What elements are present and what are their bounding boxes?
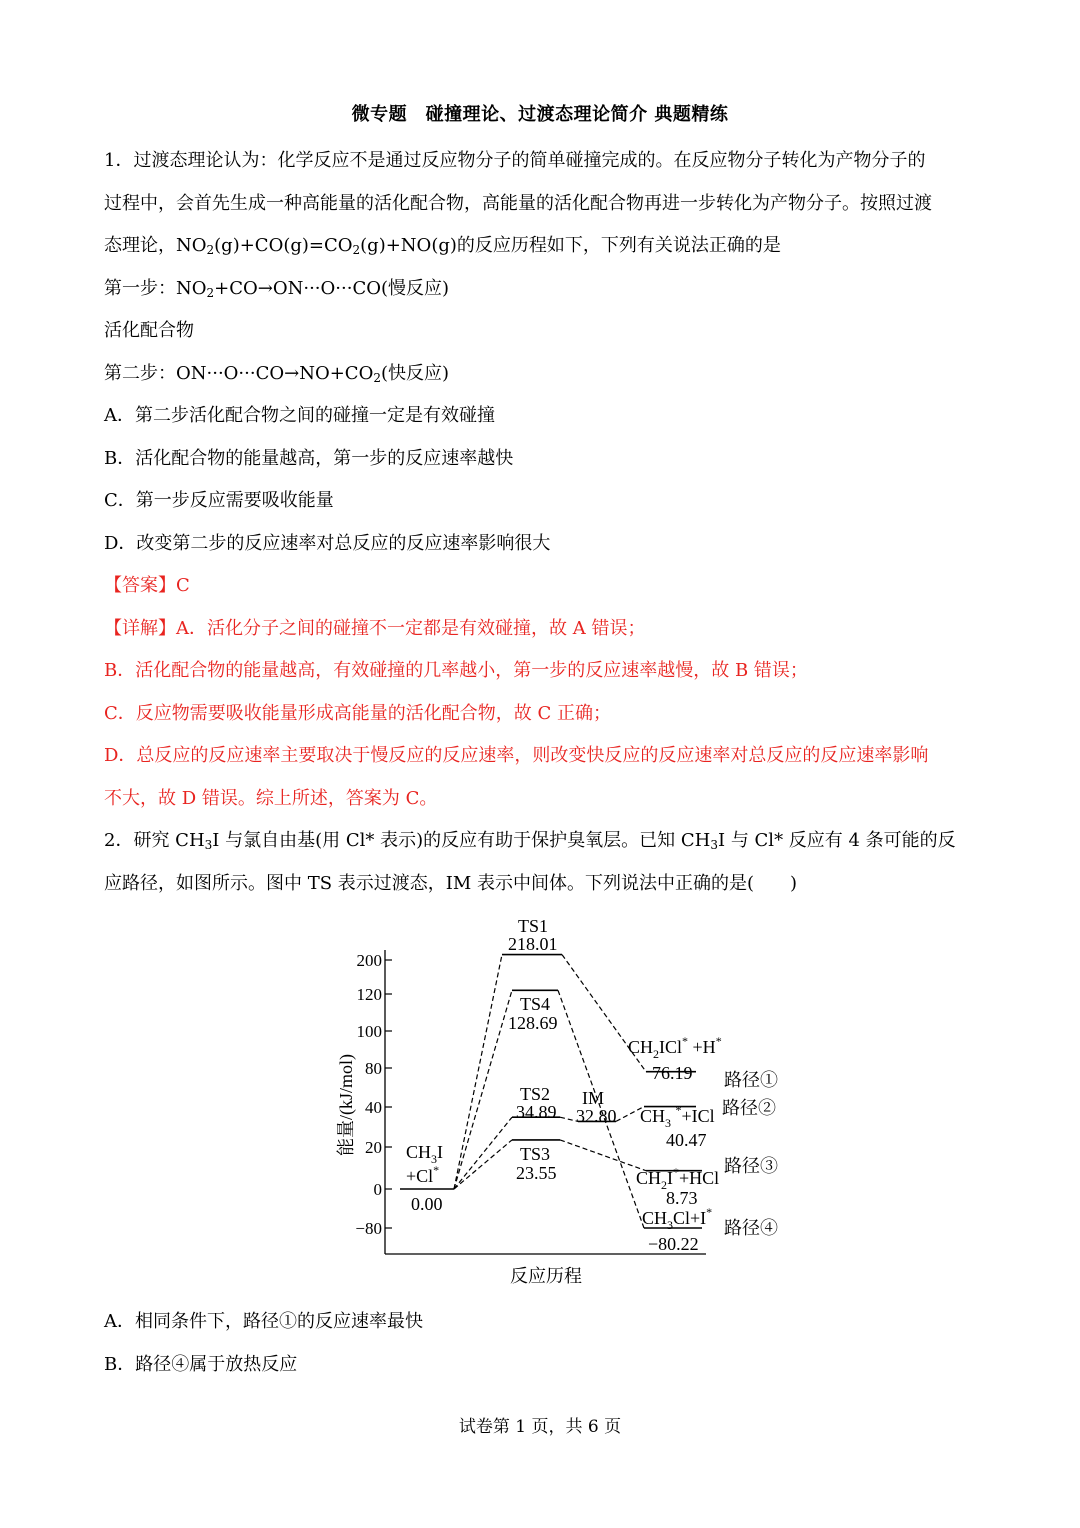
path4-product-energy-label: −80.22	[648, 1234, 699, 1254]
q1-stem-line-3: 态理论，$NO_2(g)+CO(g)=CO_2(g)+NO(g)$的反应历程如下，下列有关说法正确的是	[104, 235, 781, 257]
path3-product-energy-label: 8.73	[666, 1188, 698, 1208]
y-tick-label: 120	[356, 985, 382, 1004]
q1-option-b: B．活化配合物的能量越高，第一步的反应速率越快	[104, 448, 514, 469]
reactant-label-2: +Cl*	[406, 1163, 440, 1186]
y-tick-label: 20	[365, 1138, 382, 1157]
ts2-name: TS2	[520, 1084, 551, 1104]
page-title: 微专题 碰撞理论、过渡态理论简介 典题精练	[351, 104, 729, 125]
y-tick-label: 0	[373, 1180, 382, 1199]
q1-stem-line-1: 1．过渡态理论认为：化学反应不是通过反应物分子的简单碰撞完成的。在反应物分子转化为产物分子的	[104, 150, 926, 171]
q1-step-1: 第一步：$NO_2+CO\to ON\cdot\cdot\cdot O\cdot\cdot\cdot CO$(慢反应)	[104, 278, 450, 300]
path2-rise	[454, 1117, 512, 1189]
q1-option-d: D．改变第二步的反应速率对总反应的反应速率影响很大	[104, 533, 551, 554]
q1-explanation-1: 【详解】A．活化分子之间的碰撞不一定都是有效碰撞，故 A 错误；	[104, 618, 646, 639]
q1-explanation-5: 不大，故 D 错误。综上所述，答案为 C。	[104, 788, 438, 809]
x-axis-label: 反应历程	[510, 1266, 582, 1286]
q2-option-b: B．路径④属于放热反应	[104, 1354, 298, 1375]
page-footer: 试卷第 1 页，共 6 页	[458, 1417, 622, 1437]
path2-product-energy-label: 40.47	[666, 1130, 707, 1150]
q1-explanation-3: C．反应物需要吸收能量形成高能量的活化配合物，故 C 正确；	[104, 703, 611, 724]
im-name: IM	[582, 1088, 604, 1108]
q1-option-a: A．第二步活化配合物之间的碰撞一定是有效碰撞	[104, 405, 495, 426]
energy-profile-chart	[330, 910, 810, 1290]
ts4-energy-label: 128.69	[508, 1013, 558, 1033]
q1-answer: 【答案】C	[104, 575, 190, 596]
y-axis-label: 能量/(kJ/mol)	[336, 1054, 356, 1156]
q2-stem-line-2: 应路径，如图所示。图中 TS 表示过渡态，IM 表示中间体。下列说法中正确的是( )	[104, 873, 798, 894]
ts3-energy-label: 23.55	[516, 1163, 557, 1183]
path2-name: 路径②	[722, 1098, 776, 1118]
q1-explanation-2: B．活化配合物的能量越高，有效碰撞的几率越小，第一步的反应速率越慢，故 B 错误；	[104, 660, 808, 681]
path1-product-formula: $CH_2ICl^* +H^*$	[628, 1034, 722, 1061]
y-tick-label: −80	[355, 1219, 382, 1238]
ts1-energy-label: 218.01	[508, 934, 558, 954]
q2-option-a: A．相同条件下，路径①的反应速率最快	[104, 1311, 423, 1332]
path1-name: 路径①	[724, 1070, 778, 1090]
y-tick-label: 200	[356, 951, 382, 970]
y-tick-label: 40	[365, 1098, 382, 1117]
y-tick-label: 80	[365, 1059, 382, 1078]
q1-activated-complex: 活化配合物	[104, 320, 194, 341]
ts4-name: TS4	[520, 994, 551, 1014]
q1-explanation-4: D．总反应的反应速率主要取决于慢反应的反应速率，则改变快反应的反应速率对总反应的反应速率影响	[104, 745, 929, 766]
path4-name: 路径④	[724, 1218, 778, 1238]
y-tick-label: 100	[356, 1022, 382, 1041]
path4-rise	[454, 990, 512, 1189]
path3-name: 路径③	[724, 1156, 778, 1176]
ts2-energy-label: 34.89	[516, 1102, 557, 1122]
q1-option-c: C．第一步反应需要吸收能量	[104, 490, 334, 511]
q1-step-2: 第二步：$ON\cdot\cdot\cdot O\cdot\cdot\cdot CO\to NO+CO_2$(快反应)	[104, 363, 450, 385]
reactant-energy-label: 0.00	[411, 1194, 443, 1214]
path1-rise	[454, 955, 502, 1189]
q2-stem-line-1: 2．研究 $CH_3I$ 与氯自由基(用 Cl* 表示)的反应有助于保护臭氧层。已知 $CH_3I$ 与 Cl* 反应有 4 条可能的反	[104, 830, 956, 852]
path2-product-formula: $CH_3$ *+ICl	[640, 1103, 715, 1130]
q1-stem-line-2: 过程中，会首先生成一种高能量的活化配合物，高能量的活化配合物再进一步转化为产物分子。按照过渡	[104, 193, 932, 214]
reactant-label-1: $CH_3I$	[406, 1142, 444, 1166]
ts1-name: TS1	[518, 916, 549, 936]
path1-product-energy-label: 76.19	[652, 1063, 693, 1083]
im-energy-label: 32.80	[576, 1106, 617, 1126]
ts3-name: TS3	[520, 1144, 551, 1164]
path3-fall	[560, 1140, 646, 1171]
path4-product-formula: $CH_3Cl+I^*$	[642, 1205, 713, 1232]
path3-product-formula: $CH_2I^*+HCl$	[636, 1165, 720, 1192]
